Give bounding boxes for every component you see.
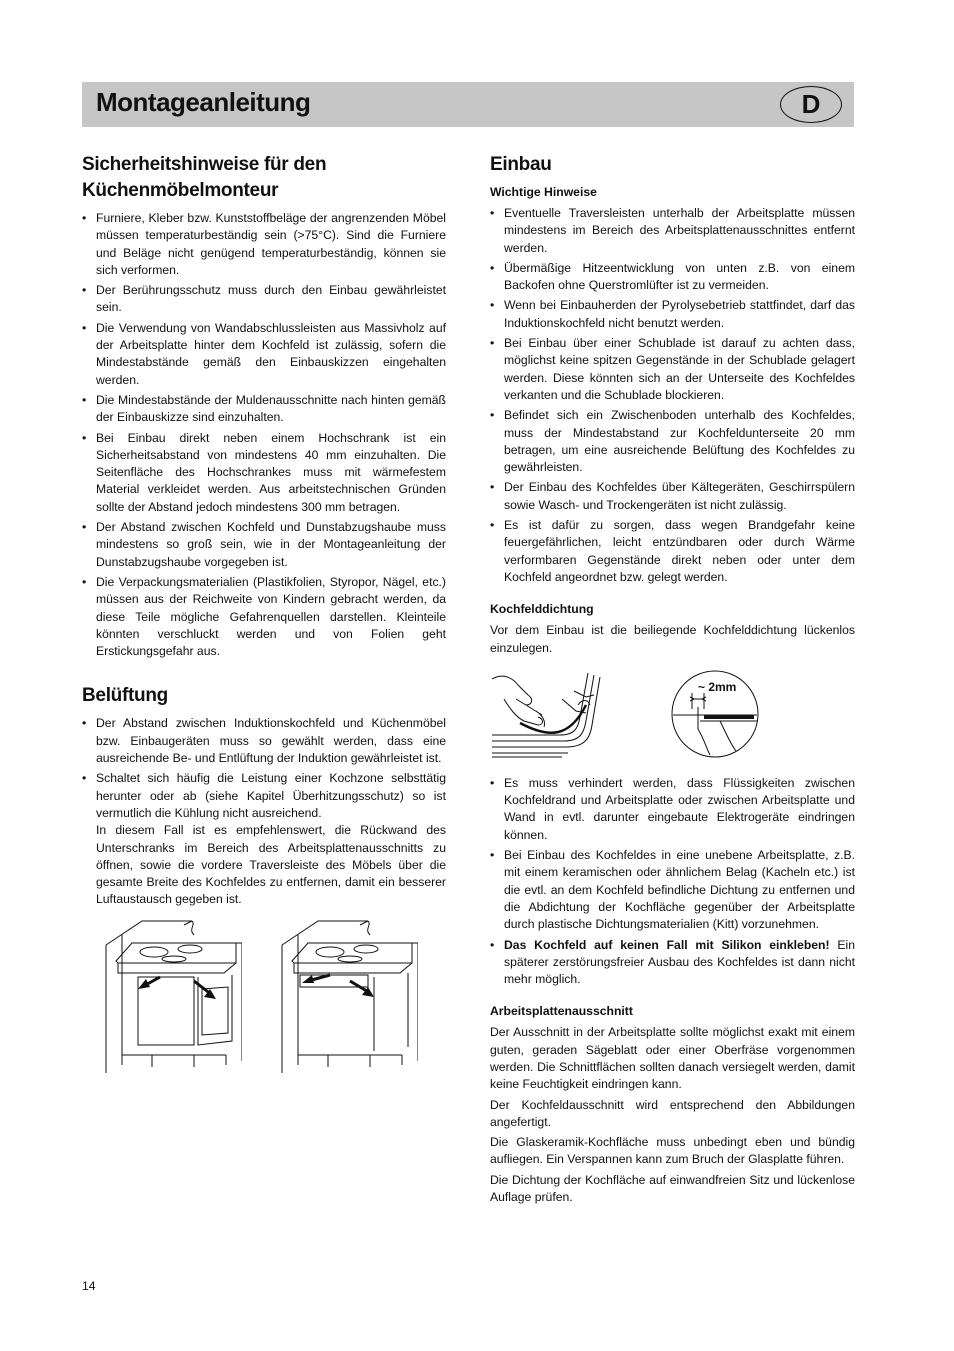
list-item [490, 937, 855, 989]
ventilation-list [82, 715, 446, 908]
list-item: • Der Abstand zwischen Induktionskochfeld und Küchenmöbel bzw. Einbaugeräten muss so gewählt werden, dass eine ausreichende Be- und Entlüftung der Induktion gewährleistet ist. [82, 715, 446, 767]
ventilation-figures [82, 915, 446, 1083]
safety-list [82, 210, 446, 660]
list-item: • Wenn bei Einbauherden der Pyrolysebetrieb stattfindet, darf das Induktionskochfeld nicht benutzt werden. [490, 297, 855, 332]
seal-heading: Kochfelddichtung [490, 602, 594, 617]
page-number: 14 [82, 1279, 96, 1293]
seal-application-figure [490, 669, 610, 761]
list-item: • Die Verpackungsmaterialien (Plastikfolien, Styropor, Nägel, etc.) müssen aus der Reichweite von Kindern gebracht werden, da diese Teile mögliche Gefahrenquellen darstellen. Kleinteile könnten verschluckt werden und von Folien geht Erstickungsgefahr aus. [82, 574, 446, 660]
list-item: • Es muss verhindert werden, dass Flüssigkeiten zwischen Kochfeldrand und Arbeitsplatte oder zwischen Arbeitsplatte und Wand in evtl. darunter eingebaute Elektrogeräte eindringen können. [490, 775, 855, 844]
safety-heading-line1: Sicherheitshinweise für den [82, 154, 327, 175]
important-list [490, 205, 855, 586]
cutout-paragraph: Die Glaskeramik-Kochfläche muss unbedingt eben und bündig aufliegen. Ein Verspannen kann zum Bruch der Glasplatte führen. [490, 1135, 855, 1167]
list-item-text: Schaltet sich häufig die Leistung einer Kochzone selbsttätig herunter oder ab (siehe Kapitel Überhitzungsschutz) so ist vermutlich die Kühlung nicht ausreichend. [96, 771, 446, 820]
einbau-heading: Einbau [490, 154, 552, 175]
list-item: • Bei Einbau des Kochfeldes in eine unebene Arbeitsplatte, z.B. mit einem keramischen oder ähnlichem Belag (Kacheln etc.) ist die evtl. an dem Kochfeld befindliche Dichtung zu entfernen und die Abdichtung der Kochfläche gegenüber der Arbeitsplatte durch plastische Dichtungsmaterialien (Kitt) vorzunehmen. [490, 847, 855, 933]
left-column [82, 152, 446, 1083]
cutout-paragraph: Der Ausschnitt in der Arbeitsplatte sollte möglichst exakt mit einem guten, geraden Sägeblatt oder einer Oberfräse vorgenommen werden. Die Schnittflächen sollten danach versiegelt werden, damit keine Feuchtigkeit eindringen kann. [490, 1025, 855, 1092]
silicone-warning-rest: Ein späterer zerstörungsfreier Ausbau des Kochfeldes ist dann nicht mehr möglich. [504, 937, 855, 987]
seal-list [490, 775, 855, 989]
important-heading: Wichtige Hinweise [490, 185, 597, 199]
list-item: • Bei Einbau direkt neben einem Hochschrank ist ein Sicherheitsabstand von mindestens 40 mm einzuhalten. Die Seitenfläche des Hochschrankes muss mit wärmefestem Material verkleidet werden. Aus arbeitstechnischen Gründen sollte der Abstand jedoch mindestens 300 mm betragen. [82, 430, 446, 516]
page-header [82, 82, 854, 127]
cutout-paragraph: Der Kochfeldausschnitt wird entsprechend den Abbildungen angefertigt. [490, 1097, 855, 1129]
seal-text: Vor dem Einbau ist die beiliegende Kochfelddichtung lückenlos einzulegen. [490, 623, 855, 655]
list-item: • Eventuelle Traversleisten unterhalb der Arbeitsplatte müssen mindestens im Bereich des Arbeitsplattenausschnittes entfernt werden. [490, 205, 855, 257]
seal-figures [490, 669, 855, 765]
list-item-continuation: In diesem Fall ist es empfehlenswert, die Rückwand des Unterschranks im Bereich des Arbeitsplattenausschnitts zu öffnen, sowie die vordere Traversleiste des Möbels über die gesamte Breite des Kochfeldes zu entfernen, damit ein besserer Luftaustausch gegeben ist. [96, 823, 446, 907]
page-title: Montageanleitung [96, 87, 311, 117]
list-item: • Der Berührungsschutz muss durch den Einbau gewährleistet sein. [82, 282, 446, 317]
list-item: • Es ist dafür zu sorgen, dass wegen Brandgefahr keine feuergefährlichen, leicht entzündbaren oder durch Wärme verformbaren Gegenstände direkt neben oder unter dem Kochfeld angeordnet bzw. gelegt werden. [490, 517, 855, 586]
list-item: • Der Abstand zwischen Kochfeld und Dunstabzugshaube muss mindestens so groß sein, wie in der Montageanleitung der Dunstabzugshaube vorgegeben ist. [82, 519, 446, 571]
list-item: • Befindet sich ein Zwischenboden unterhalb des Kochfeldes, muss der Mindestabstand zur Kochfeldunterseite 20 mm betragen, um eine ausreichende Belüftung des Kochfeldes zu gewährleisten. [490, 407, 855, 476]
list-item: • Bei Einbau über einer Schublade ist darauf zu achten dass, möglichst keine spitzen Gegenstände in der Schublade gelagert werden. Diese könnten sich an der Unterseite des Kochfeldes verkanten und die Schublade blockieren. [490, 335, 855, 404]
list-item [82, 770, 446, 908]
cutout-heading: Arbeitsplattenausschnitt [490, 1004, 633, 1019]
ventilation-figure-oven [102, 915, 242, 1077]
right-column [490, 152, 855, 1209]
list-item: • Furniere, Kleber bzw. Kunststoffbeläge der angrenzenden Möbel müssen temperaturbeständig sein (>75°C). Sind die Furniere und Beläge nicht genügend temperaturbeständig, können sie sich verformen. [82, 210, 446, 279]
safety-heading [82, 152, 446, 204]
language-badge: D [780, 86, 842, 123]
seal-gap-figure [670, 669, 760, 759]
ventilation-figure-drawer [278, 915, 418, 1077]
cutout-paragraph: Die Dichtung der Kochfläche auf einwandfreien Sitz und lückenlose Auflage prüfen. [490, 1172, 855, 1205]
ventilation-heading: Belüftung [82, 685, 168, 707]
list-item: • Die Mindestabstände der Muldenausschnitte nach hinten gemäß der Einbauskizze sind einzuhalten. [82, 392, 446, 427]
list-item: • Die Verwendung von Wandabschlussleisten aus Massivholz auf der Arbeitsplatte hinter dem Kochfeld ist zulässig, sofern die Mindestabstände gemäß den Einbauskizzen eingehalten werden. [82, 320, 446, 389]
list-item: • Übermäßige Hitzeentwicklung von unten z.B. von einem Backofen ohne Querstromlüfter ist zu vermeiden. [490, 260, 855, 295]
gap-label: ~ 2mm [698, 679, 737, 694]
list-item: • Der Einbau des Kochfeldes über Kältegeräten, Geschirrspülern sowie Wasch- und Trockengeräten ist nicht zulässig. [490, 479, 855, 514]
silicone-warning: Das Kochfeld auf keinen Fall mit Silikon einkleben! [504, 937, 830, 952]
safety-heading-line2: Küchenmöbelmonteur [82, 180, 279, 201]
